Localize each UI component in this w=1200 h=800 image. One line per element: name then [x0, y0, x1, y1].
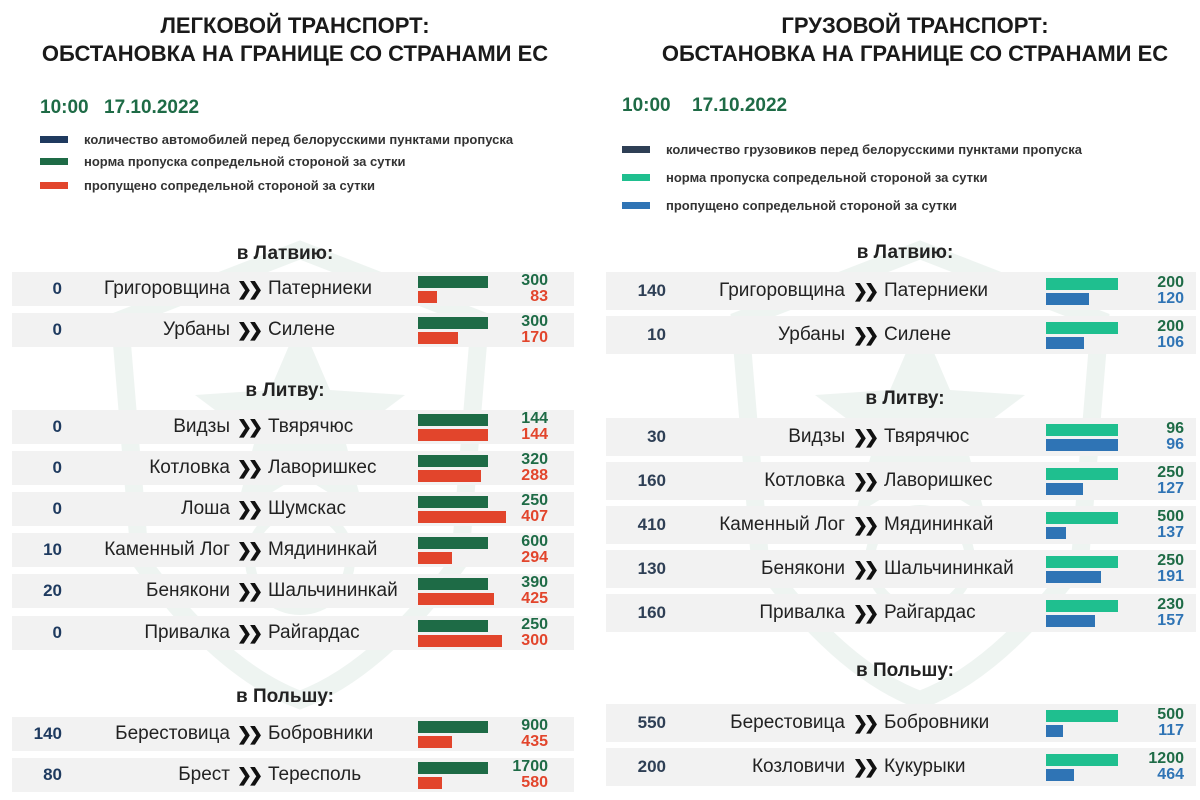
passed-bar — [1046, 439, 1118, 451]
double-chevron-right-icon: ❯❯ — [236, 622, 260, 643]
crossing-from: Берестовица — [730, 712, 845, 733]
crossing-from: Урбаны — [778, 324, 845, 345]
crossing-from: Козловичи — [751, 756, 845, 777]
passed-value: 191 — [1157, 567, 1184, 585]
norm-value: 250 — [1157, 463, 1184, 481]
passed-bar — [418, 736, 452, 748]
vehicle-queue-count: 140 — [637, 281, 666, 300]
norm-value: 96 — [1166, 419, 1184, 437]
legend-label: количество грузовиков перед белорусскими пунктами пропуска — [666, 142, 1082, 157]
passed-bar — [1046, 527, 1066, 539]
crossing-to: Шальчининкай — [884, 558, 1014, 579]
vehicle-queue-count: 0 — [52, 499, 62, 518]
passed-bar — [1046, 293, 1089, 305]
crossing-to: Патерниеки — [884, 280, 989, 301]
norm-bar — [1046, 468, 1118, 480]
legend-swatch-count — [622, 146, 650, 153]
passed-bar — [418, 635, 502, 647]
norm-bar — [1046, 424, 1118, 436]
norm-value: 144 — [521, 409, 548, 427]
norm-bar — [1046, 322, 1118, 334]
norm-bar — [418, 721, 488, 733]
crossing-row — [12, 758, 574, 792]
vehicle-queue-count: 140 — [33, 724, 62, 743]
passed-bar — [418, 593, 494, 605]
section-heading: в Литву: — [245, 380, 325, 401]
norm-value: 1700 — [512, 757, 548, 775]
vehicle-queue-count: 20 — [43, 581, 62, 600]
crossing-to: Твярячюс — [268, 416, 354, 437]
passed-bar — [418, 291, 437, 303]
norm-value: 390 — [521, 573, 548, 591]
crossing-row — [12, 410, 574, 444]
passed-value: 407 — [521, 507, 548, 525]
norm-bar — [1046, 600, 1118, 612]
passed-value: 117 — [1158, 721, 1184, 739]
norm-bar — [418, 762, 488, 774]
passed-value: 170 — [521, 328, 548, 346]
passed-bar — [418, 777, 442, 789]
norm-bar — [1046, 278, 1118, 290]
report-date: 17.10.2022 — [692, 95, 788, 116]
norm-bar — [1046, 556, 1118, 568]
crossing-row — [606, 316, 1196, 354]
norm-value: 320 — [521, 450, 548, 468]
crossing-from: Брест — [178, 764, 230, 785]
section-heading: в Латвию: — [856, 242, 954, 263]
double-chevron-right-icon: ❯❯ — [236, 723, 260, 744]
crossing-row — [12, 533, 574, 567]
double-chevron-right-icon: ❯❯ — [852, 514, 876, 535]
passed-value: 294 — [521, 548, 548, 566]
double-chevron-right-icon: ❯❯ — [236, 278, 260, 299]
passed-value: 137 — [1157, 523, 1184, 541]
crossing-from: Видзы — [788, 426, 845, 447]
crossing-from: Бенякони — [145, 580, 230, 601]
crossing-to: Мядининкай — [884, 514, 994, 535]
vehicle-queue-count: 200 — [637, 757, 666, 776]
crossing-from: Привалка — [759, 602, 845, 623]
passed-bar — [418, 332, 458, 344]
passed-value: 580 — [521, 773, 548, 791]
vehicle-queue-count: 10 — [647, 325, 666, 344]
norm-value: 250 — [1157, 551, 1184, 569]
legend-item-norm — [622, 170, 988, 185]
report-time: 10:00 — [622, 95, 671, 116]
crossing-to: Бобровники — [268, 723, 374, 744]
norm-bar — [418, 620, 488, 632]
crossing-to: Лаворишкес — [884, 470, 993, 491]
norm-bar — [418, 578, 488, 590]
crossing-to: Силене — [884, 324, 952, 345]
vehicle-queue-count: 0 — [52, 623, 62, 642]
norm-value: 200 — [1157, 317, 1184, 335]
report-time: 10:00 — [40, 97, 89, 118]
vehicle-queue-count: 160 — [637, 603, 666, 622]
passed-bar — [1046, 725, 1063, 737]
vehicle-queue-count: 550 — [637, 713, 666, 732]
norm-bar — [418, 455, 488, 467]
double-chevron-right-icon: ❯❯ — [852, 470, 876, 491]
passed-value: 120 — [1157, 289, 1184, 307]
crossing-row — [606, 418, 1196, 456]
passed-bar — [1046, 769, 1074, 781]
norm-value: 250 — [521, 491, 548, 509]
crossing-row — [606, 550, 1196, 588]
passed-bar — [418, 511, 506, 523]
legend-item-count — [622, 142, 1082, 157]
legend-item-norm — [40, 154, 406, 169]
vehicle-queue-count: 0 — [52, 417, 62, 436]
legend-item-passed — [40, 178, 375, 193]
double-chevron-right-icon: ❯❯ — [852, 712, 876, 733]
double-chevron-right-icon: ❯❯ — [852, 426, 876, 447]
double-chevron-right-icon: ❯❯ — [236, 498, 260, 519]
double-chevron-right-icon: ❯❯ — [236, 416, 260, 437]
vehicle-queue-count: 130 — [637, 559, 666, 578]
crossing-from: Берестовица — [115, 723, 230, 744]
legend-swatch-count — [40, 136, 68, 143]
legend-swatch-norm — [40, 158, 68, 165]
crossing-row — [12, 574, 574, 608]
double-chevron-right-icon: ❯❯ — [236, 539, 260, 560]
vehicle-queue-count: 30 — [647, 427, 666, 446]
vehicle-queue-count: 0 — [52, 279, 62, 298]
crossing-row — [12, 451, 574, 485]
double-chevron-right-icon: ❯❯ — [852, 324, 876, 345]
double-chevron-right-icon: ❯❯ — [852, 756, 876, 777]
norm-bar — [418, 414, 488, 426]
passenger-transport-panel — [0, 0, 590, 800]
passed-value: 106 — [1157, 333, 1184, 351]
vehicle-queue-count: 10 — [43, 540, 62, 559]
double-chevron-right-icon: ❯❯ — [852, 602, 876, 623]
crossing-to: Кукурыки — [884, 756, 966, 777]
passed-value: 300 — [521, 631, 548, 649]
crossing-from: Каменный Лог — [104, 539, 230, 560]
crossing-row — [606, 506, 1196, 544]
legend-label: пропущено сопредельной стороной за сутки — [666, 198, 958, 213]
double-chevron-right-icon: ❯❯ — [236, 457, 260, 478]
crossing-to: Райгардас — [268, 622, 360, 643]
crossing-from: Привалка — [144, 622, 230, 643]
legend-label: норма пропуска сопредельной стороной за сутки — [666, 170, 988, 185]
crossing-from: Лоша — [181, 498, 230, 519]
crossing-from: Урбаны — [163, 319, 230, 340]
vehicle-queue-count: 0 — [52, 458, 62, 477]
crossing-row — [12, 717, 574, 751]
passed-value: 96 — [1166, 435, 1184, 453]
norm-bar — [1046, 710, 1118, 722]
crossing-to: Тересполь — [268, 764, 362, 785]
norm-value: 200 — [1157, 273, 1184, 291]
norm-value: 230 — [1157, 595, 1184, 613]
crossing-to: Патерниеки — [268, 278, 373, 299]
double-chevron-right-icon: ❯❯ — [236, 319, 260, 340]
norm-bar — [418, 276, 488, 288]
passed-bar — [418, 552, 452, 564]
legend-swatch-norm — [622, 174, 650, 181]
vehicle-queue-count: 160 — [637, 471, 666, 490]
crossing-from: Каменный Лог — [719, 514, 845, 535]
crossing-row — [606, 272, 1196, 310]
norm-bar — [418, 317, 488, 329]
passed-bar — [1046, 571, 1101, 583]
vehicle-queue-count: 410 — [637, 515, 666, 534]
crossing-to: Шальчининкай — [268, 580, 398, 601]
crossing-row — [606, 462, 1196, 500]
passed-value: 464 — [1157, 765, 1184, 783]
vehicle-queue-count: 80 — [43, 765, 62, 784]
report-date: 17.10.2022 — [104, 97, 200, 118]
chart-title: ЛЕГКОВОЙ ТРАНСПОРТ: ОБСТАНОВКА НА ГРАНИЦЕ СО СТРАНАМИ ЕС — [41, 13, 549, 66]
norm-value: 500 — [1157, 507, 1184, 525]
section-heading: в Польшу: — [856, 660, 954, 681]
crossing-row — [606, 748, 1196, 786]
passed-value: 435 — [521, 732, 548, 750]
legend-label: количество автомобилей перед белорусскими пунктами пропуска — [84, 132, 514, 147]
crossing-from: Бенякони — [760, 558, 845, 579]
norm-value: 600 — [521, 532, 548, 550]
crossing-to: Твярячюс — [884, 426, 970, 447]
legend-item-count — [40, 132, 513, 147]
passed-value: 144 — [521, 425, 548, 443]
passed-value: 127 — [1157, 479, 1184, 497]
double-chevron-right-icon: ❯❯ — [852, 280, 876, 301]
crossing-row — [606, 704, 1196, 742]
passed-bar — [418, 429, 488, 441]
legend-swatch-passed — [40, 182, 68, 189]
crossing-row — [12, 492, 574, 526]
passed-bar — [1046, 615, 1095, 627]
crossing-to: Лаворишкес — [268, 457, 377, 478]
double-chevron-right-icon: ❯❯ — [236, 764, 260, 785]
section-heading: в Латвию: — [236, 243, 334, 264]
crossing-from: Григоровщина — [103, 278, 230, 299]
norm-bar — [1046, 512, 1118, 524]
crossing-to: Бобровники — [884, 712, 990, 733]
double-chevron-right-icon: ❯❯ — [236, 580, 260, 601]
norm-value: 300 — [521, 271, 548, 289]
crossing-row — [606, 594, 1196, 632]
norm-value: 1200 — [1148, 749, 1184, 767]
norm-bar — [418, 537, 488, 549]
crossing-to: Мядининкай — [268, 539, 378, 560]
section-heading: в Литву: — [865, 388, 945, 409]
passed-value: 83 — [530, 287, 548, 305]
passed-bar — [1046, 337, 1084, 349]
vehicle-queue-count: 0 — [52, 320, 62, 339]
double-chevron-right-icon: ❯❯ — [852, 558, 876, 579]
passed-value: 425 — [521, 589, 548, 607]
crossing-from: Котловка — [149, 457, 230, 478]
passed-bar — [1046, 483, 1083, 495]
legend-label: пропущено сопредельной стороной за сутки — [84, 178, 376, 193]
legend-swatch-passed — [622, 202, 650, 209]
cargo-transport-panel — [600, 0, 1200, 800]
norm-value: 250 — [521, 615, 548, 633]
legend-label: норма пропуска сопредельной стороной за сутки — [84, 154, 406, 169]
crossing-row — [12, 616, 574, 650]
crossing-from: Григоровщина — [718, 280, 845, 301]
norm-value: 900 — [521, 716, 548, 734]
norm-value: 500 — [1157, 705, 1184, 723]
crossing-to: Шумскас — [268, 498, 347, 519]
legend-item-passed — [622, 198, 957, 213]
passed-value: 157 — [1157, 611, 1184, 629]
section-heading: в Польшу: — [236, 686, 334, 707]
crossing-from: Видзы — [173, 416, 230, 437]
norm-value: 300 — [521, 312, 548, 330]
crossing-to: Силене — [268, 319, 336, 340]
passed-value: 288 — [521, 466, 548, 484]
crossing-row — [12, 313, 574, 347]
norm-bar — [418, 496, 488, 508]
norm-bar — [1046, 754, 1118, 766]
crossing-row — [12, 272, 574, 306]
passed-bar — [418, 470, 481, 482]
chart-title: ГРУЗОВОЙ ТРАНСПОРТ: ОБСТАНОВКА НА ГРАНИЦЕ СО СТРАНАМИ ЕС — [661, 13, 1169, 66]
crossing-from: Котловка — [764, 470, 845, 491]
crossing-to: Райгардас — [884, 602, 976, 623]
